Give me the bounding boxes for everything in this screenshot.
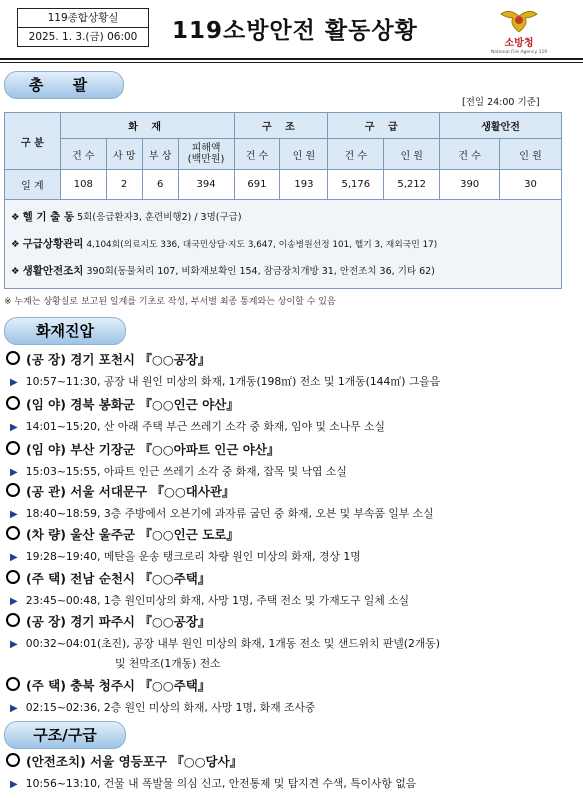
triangle-bullet-icon: ▶ bbox=[10, 779, 18, 790]
safety-value: 390회(동물처리 107, 비화재보확인 154, 잠금장치개방 31, 안전조치 36, 기타 62) bbox=[86, 266, 435, 277]
triangle-bullet-icon: ▶ bbox=[10, 509, 18, 520]
event-heading: (임 야) 부산 기장군 『○○아파트 인근 야산』 bbox=[6, 440, 279, 458]
event-detail: ▶ 10:57~11:30, 공장 내 원인 미상의 화재, 1개동(198㎡) 전소 및 1개동(144㎡) 그을음 bbox=[10, 375, 441, 388]
group-header-fire: 화 재 bbox=[60, 113, 234, 139]
group-header-safety: 생활안전 bbox=[440, 113, 562, 139]
triangle-bullet-icon: ▶ bbox=[10, 422, 18, 433]
sub-header: 피해액 (백만원) bbox=[178, 139, 234, 170]
sub-header: 건 수 bbox=[328, 139, 384, 170]
triangle-bullet-icon: ▶ bbox=[10, 703, 18, 714]
sub-header: 건 수 bbox=[234, 139, 280, 170]
sub-header: 건 수 bbox=[60, 139, 106, 170]
event-heading: (안전조치) 서울 영등포구 『○○당사』 bbox=[6, 752, 242, 770]
reference-time: [전일 24:00 기준] bbox=[462, 97, 540, 108]
office-name: 119종합상황실 bbox=[18, 9, 148, 28]
triangle-bullet-icon: ▶ bbox=[10, 639, 18, 650]
diamond-bullet-icon: ❖ bbox=[11, 239, 20, 250]
triangle-bullet-icon: ▶ bbox=[10, 377, 18, 388]
triangle-bullet-icon: ▶ bbox=[10, 596, 18, 607]
event-heading: (공 장) 경기 파주시 『○○공장』 bbox=[6, 612, 210, 630]
header-divider-thin bbox=[0, 62, 583, 63]
event-detail-continued: 및 천막조(1개동) 전소 bbox=[115, 657, 221, 670]
table-corner-header: 구 분 bbox=[5, 113, 61, 170]
circle-bullet-icon bbox=[6, 570, 20, 584]
table-cell: 390 bbox=[440, 170, 500, 200]
event-detail: ▶ 00:32~04:01(초진), 공장 내부 원인 미상의 화재, 1개동 전소 및 샌드위치 판넬(2개동) bbox=[10, 637, 440, 650]
circle-bullet-icon bbox=[6, 753, 20, 767]
table-cell: 691 bbox=[234, 170, 280, 200]
event-heading: (임 야) 경북 봉화군 『○○인근 야산』 bbox=[6, 395, 239, 413]
fire-section-title: 화재진압 bbox=[4, 317, 126, 345]
circle-bullet-icon bbox=[6, 526, 20, 540]
triangle-bullet-icon: ▶ bbox=[10, 467, 18, 478]
event-detail: ▶ 19:28~19:40, 메탄올 운송 탱크로리 차량 원인 미상의 화재, 경상 1명 bbox=[10, 550, 361, 563]
table-cell: 394 bbox=[178, 170, 234, 200]
diamond-bullet-icon: ❖ bbox=[11, 266, 20, 277]
event-detail: ▶ 10:56~13:10, 건물 내 폭발물 의심 신고, 안전통제 및 탐지견 수색, 특이사항 없음 bbox=[10, 777, 417, 790]
event-heading: (공 장) 경기 포천시 『○○공장』 bbox=[6, 350, 210, 368]
table-cell: 108 bbox=[60, 170, 106, 200]
table-cell: 6 bbox=[142, 170, 178, 200]
helicopter-label: 헬 기 출 동 bbox=[22, 211, 75, 223]
sub-header: 부 상 bbox=[142, 139, 178, 170]
logo-text: 소방청 bbox=[504, 38, 534, 49]
triangle-bullet-icon: ▶ bbox=[10, 552, 18, 563]
agency-logo bbox=[488, 6, 550, 54]
event-heading: (차 량) 울산 울주군 『○○인근 도로』 bbox=[6, 525, 239, 543]
diamond-bullet-icon: ❖ bbox=[11, 212, 20, 223]
table-cell: 193 bbox=[280, 170, 328, 200]
table-cell: 2 bbox=[106, 170, 142, 200]
sub-header: 건 수 bbox=[440, 139, 500, 170]
sub-header: 인 원 bbox=[384, 139, 440, 170]
header-divider bbox=[0, 58, 583, 60]
event-heading: (공 관) 서울 서대문구 『○○대사관』 bbox=[6, 482, 234, 500]
emergency-line bbox=[11, 236, 437, 251]
emergency-label: 구급상황관리 bbox=[22, 238, 84, 250]
footnote: ※ 누계는 상황실로 보고된 일계를 기초로 작성, 부서별 최종 통계와는 상이할 수 있음 bbox=[4, 297, 336, 307]
sub-header: 사 망 bbox=[106, 139, 142, 170]
page-title: 119소방안전 활동상황 bbox=[172, 18, 418, 44]
table-row bbox=[5, 170, 562, 200]
rescue-section-title: 구조/구급 bbox=[4, 721, 126, 749]
table-cell: 5,176 bbox=[328, 170, 384, 200]
circle-bullet-icon bbox=[6, 351, 20, 365]
table-cell: 5,212 bbox=[384, 170, 440, 200]
safety-line bbox=[11, 263, 435, 278]
emergency-value: 4,104회(의료지도 336, 대국민상담·지도 3,647, 이송병원선정 101, 헬기 3, 재외국민 17) bbox=[86, 240, 438, 250]
logo-subtext: National Fire Agency 119 bbox=[490, 50, 548, 55]
header-info-box bbox=[17, 8, 149, 47]
helicopter-line bbox=[11, 209, 242, 224]
event-heading: (주 택) 충북 청주시 『○○주택』 bbox=[6, 676, 210, 694]
circle-bullet-icon bbox=[6, 613, 20, 627]
event-detail: ▶ 23:45~00:48, 1층 원인미상의 화재, 사망 1명, 주택 전소 및 가재도구 일체 소실 bbox=[10, 594, 410, 607]
circle-bullet-icon bbox=[6, 677, 20, 691]
event-detail: ▶ 02:15~02:36, 2층 원인 미상의 화재, 사망 1명, 화재 조사중 bbox=[10, 701, 316, 714]
summary-section-title: 총 괄 bbox=[4, 71, 124, 99]
event-heading: (주 택) 전남 순천시 『○○주택』 bbox=[6, 569, 210, 587]
sub-header: 인 원 bbox=[280, 139, 328, 170]
summary-detail-box bbox=[4, 200, 562, 289]
summary-table bbox=[4, 112, 562, 200]
event-detail: ▶ 18:40~18:59, 3층 주방에서 오븐기에 과자류 굽던 중 화재, 오븐 및 부속품 일부 소실 bbox=[10, 507, 434, 520]
group-header-rescue: 구 조 bbox=[234, 113, 328, 139]
circle-bullet-icon bbox=[6, 396, 20, 410]
sub-header: 인 원 bbox=[500, 139, 562, 170]
eagle-emblem-icon bbox=[499, 6, 539, 34]
circle-bullet-icon bbox=[6, 483, 20, 497]
event-detail: ▶ 14:01~15:20, 산 아래 주택 부근 쓰레기 소각 중 화재, 임야 및 소나무 소실 bbox=[10, 420, 385, 433]
safety-label: 생활안전조치 bbox=[22, 265, 84, 277]
event-detail: ▶ 15:03~15:55, 아파트 인근 쓰레기 소각 중 화재, 잡목 및 낙엽 소실 bbox=[10, 465, 347, 478]
report-date: 2025. 1. 3.(금) 06:00 bbox=[28, 31, 138, 43]
group-header-ems: 구 급 bbox=[328, 113, 440, 139]
circle-bullet-icon bbox=[6, 441, 20, 455]
helicopter-value: 5회(응급환자3, 훈련비행2) / 3명(구급) bbox=[77, 212, 242, 223]
table-cell: 30 bbox=[500, 170, 562, 200]
row-label: 일 계 bbox=[5, 170, 61, 200]
